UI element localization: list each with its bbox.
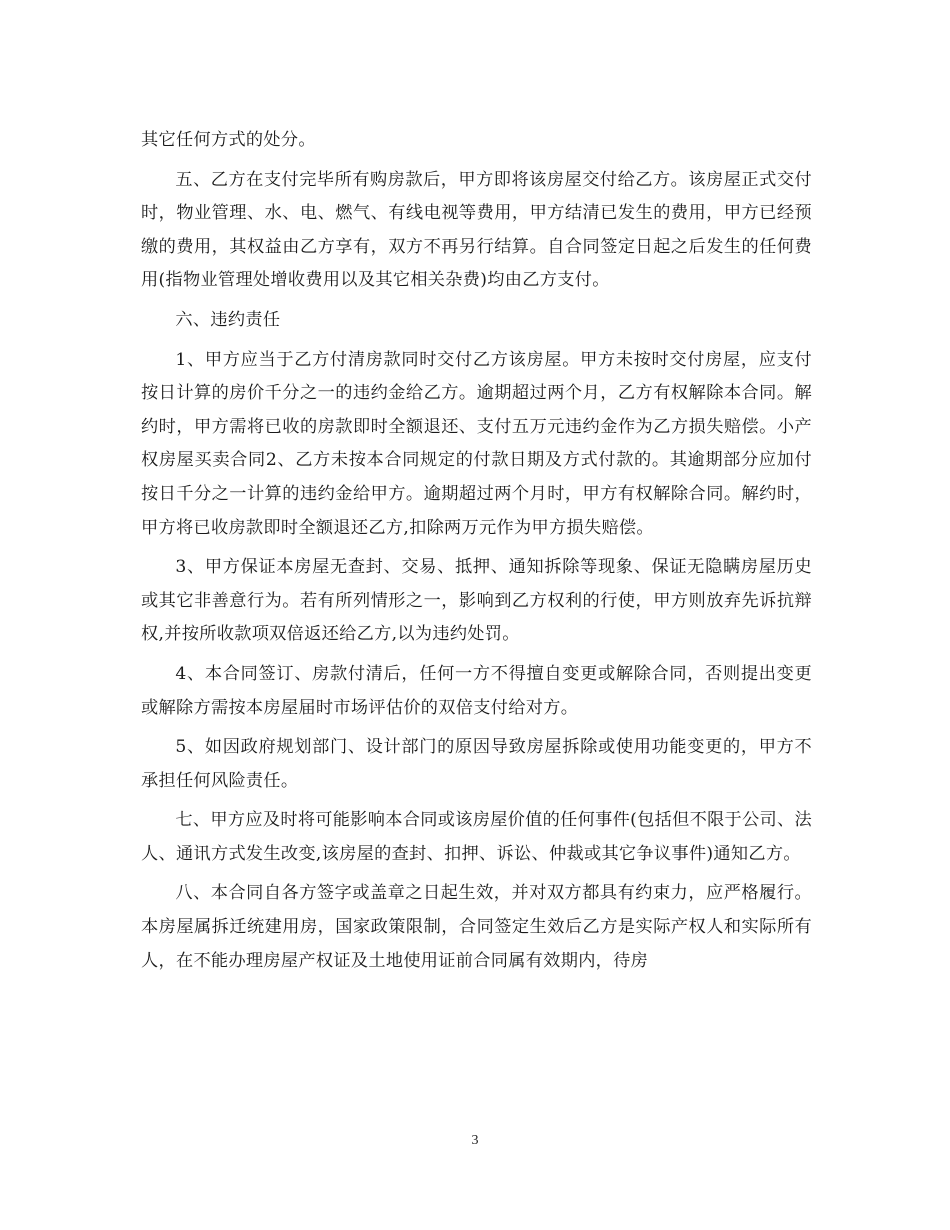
paragraph-clause-6-1: 1、甲方应当于乙方付清房款同时交付乙方该房屋。甲方未按时交付房屋，应支付按日计算的房价千分之一的违约金给乙方。逾期超过两个月，乙方有权解除本合同。解约时，甲方需将已收的房款即时全额退还、支付五万元违约金作为乙方损失赔偿。小产权房屋买卖合同2、乙方未按本合同规定的付款日期及方式付款的。其逾期部分应加付按日千分之一计算的违约金给甲方。逾期超过两个月时，甲方有权解除合同。解约时，甲方将已收房款即时全额退还乙方,扣除两万元作为甲方损失赔偿。 (141, 349, 812, 538)
paragraph-clause-6-5: 5、如因政府规划部门、设计部门的原因导致房屋拆除或使用功能变更的，甲方不承担任何风险责任。 (141, 737, 812, 791)
paragraph-clause-7: 七、甲方应及时将可能影响本合同或该房屋价值的任何事件(包括但不限于公司、法人、通讯方式发生改变,该房屋的查封、扣押、诉讼、仲裁或其它争议事件)通知乙方。 (141, 810, 812, 864)
page-body (141, 124, 812, 984)
paragraph-continuation: 其它任何方式的处分。 (141, 130, 316, 150)
paragraph-clause-6-4: 4、本合同签订、房款付清后，任何一方不得擅自变更或解除合同，否则提出变更或解除方需按本房屋届时市场评估价的双倍支付给对方。 (141, 663, 812, 718)
page-number: 3 (471, 1133, 479, 1148)
paragraph-clause-6-3: 3、甲方保证本房屋无查封、交易、抵押、通知拆除等现象、保证无隐瞒房屋历史或其它非善意行为。若有所列情形之一，影响到乙方权利的行使，甲方则放弃先诉抗辩权,并按所收款项双倍返还给乙方,以为违约处罚。 (141, 557, 812, 645)
paragraph-clause-6-heading: 六、违约责任 (175, 309, 281, 330)
paragraph-clause-8: 八、本合同自各方签字或盖章之日起生效，并对双方都具有约束力，应严格履行。本房屋属拆迁统建用房，国家政策限制，合同签定生效后乙方是实际产权人和实际所有人，在不能办理房屋产权证及土地使用证前合同属有效期内，待房 (141, 883, 812, 971)
paragraph-clause-5: 五、乙方在支付完毕所有购房款后，甲方即将该房屋交付给乙方。该房屋正式交付时，物业管理、水、电、燃气、有线电视等费用，甲方结清已发生的费用，甲方已经预缴的费用，其权益由乙方享有，双方不再另行结算。自合同签定日起之后发生的任何费用(指物业管理处增收费用以及其它相关杂费)均由乙方支付。 (141, 169, 812, 291)
